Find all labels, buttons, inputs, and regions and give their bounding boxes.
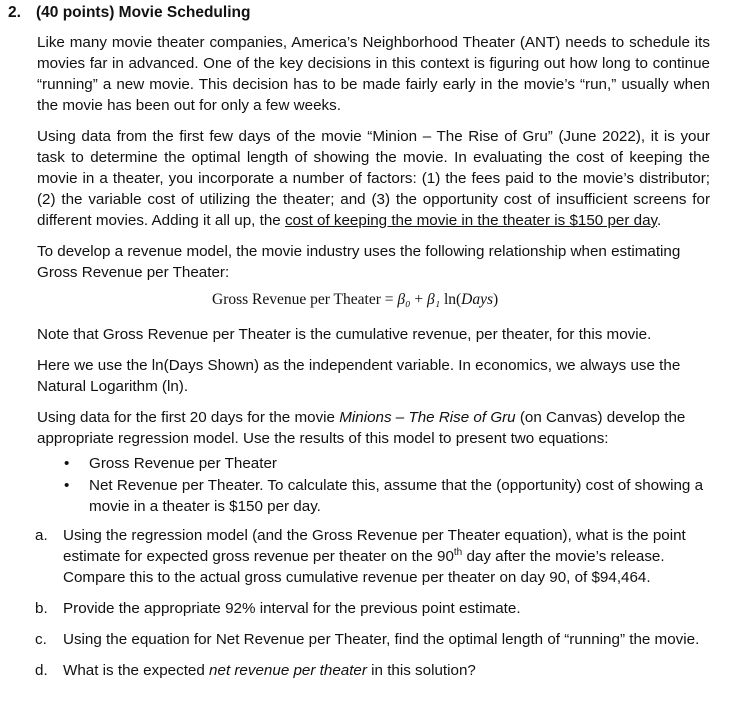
sub-question-d: [35, 660, 708, 681]
question-heading: [8, 2, 250, 23]
formula-beta0: β₀: [397, 291, 411, 308]
bullet-icon: •: [64, 477, 70, 494]
revenue-formula: [37, 289, 710, 310]
question-number: 2.: [8, 4, 21, 21]
sub-question-label: c.: [35, 631, 47, 648]
question-body: [37, 32, 710, 691]
sub-question-list: [35, 525, 708, 681]
paragraph-data-text-a: Using data for the first 20 days for the movie: [37, 409, 340, 426]
paragraph-data: [37, 407, 710, 449]
sub-question-text-cont: day after the movie’s release. Compare this to the actual gross cumulative revenue per theater on day 90, of $94,464.: [63, 548, 665, 586]
sub-question-text: Using the regression model (and the Gross Revenue per Theater equation), what is the point estimate for expected gross revenue per theater on the 90: [63, 527, 686, 565]
paragraph-note: Note that Gross Revenue per Theater is the cumulative revenue, per theater, for this movie.: [37, 326, 652, 343]
ordinal-suffix: th: [453, 546, 463, 558]
question-title: (40 points) Movie Scheduling: [36, 4, 251, 21]
sub-question-text: What is the expected: [63, 662, 210, 679]
paragraph-task-end: .: [656, 212, 662, 229]
formula-ln: ln(: [440, 291, 462, 308]
sub-question-c: [35, 629, 708, 650]
formula-plus: +: [410, 291, 427, 308]
sub-question-a: [35, 525, 708, 588]
sub-question-label: b.: [35, 600, 48, 617]
movie-title-italic: Minions – The Rise of Gru: [339, 409, 516, 426]
bullet-icon: •: [64, 455, 70, 472]
list-item: [37, 475, 710, 517]
sub-question-text-end: in this solution?: [366, 662, 476, 679]
sub-question-text: Provide the appropriate 92% interval for the previous point estimate.: [63, 600, 521, 617]
list-item: [37, 453, 710, 474]
bullet-text: Net Revenue per Theater. To calculate this, assume that the (opportunity) cost of showing a movie in a theater is $150 per day.: [89, 477, 704, 515]
formula-beta1: β₁: [426, 291, 441, 308]
cost-underlined-text: cost of keeping the movie in the theater is $150 per day: [284, 212, 657, 229]
bullet-text: Gross Revenue per Theater: [89, 455, 277, 472]
paragraph-data-text-b: (on Canvas) develop the appropriate regression model. Use the results of this model to present two equations:: [37, 409, 686, 447]
paragraph-task-text: Using data from the first few days of the movie “Minion – The Rise of Gru” (June 2022), it is your task to determine the optimal length of showing the movie. In evaluating the cost of keeping the movie in a theater, you incorporate a number of factors: (1) the fees paid to the movie’s distributor; (2) the variable cost of utilizing the theater; and (3) the opportunity cost of insufficient screens for different movies. Adding it all up, the: [37, 128, 710, 229]
formula-close: ): [493, 291, 499, 308]
formula-days: Days: [461, 291, 494, 308]
net-revenue-italic: net revenue per theater: [209, 662, 367, 679]
paragraph-ln: Here we use the ln(Days Shown) as the independent variable. In economics, we always use the Natural Logarithm (ln).: [37, 357, 681, 395]
sub-question-label: a.: [35, 527, 48, 544]
sub-question-b: [35, 598, 708, 619]
paragraph-revenue-model: To develop a revenue model, the movie industry uses the following relationship when estimating Gross Revenue per Theater:: [37, 243, 681, 281]
sub-question-text: Using the equation for Net Revenue per Theater, find the optimal length of “running” the movie.: [63, 631, 700, 648]
equation-bullet-list: [37, 453, 710, 517]
sub-question-label: d.: [35, 662, 48, 679]
formula-lhs: Gross Revenue per Theater =: [212, 291, 398, 308]
paragraph-task: [37, 126, 710, 231]
paragraph-intro: Like many movie theater companies, America’s Neighborhood Theater (ANT) needs to schedule its movies far in advanced. One of the key decisions in this context is figuring out how long to continue “running” a new movie. This decision has to be made fairly early in the movie’s “run,” usually when the movie has been out for only a few weeks.: [37, 34, 710, 114]
